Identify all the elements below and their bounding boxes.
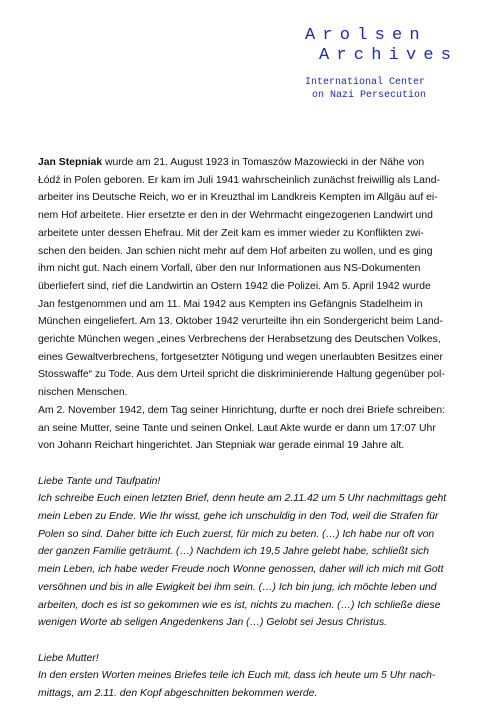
arolsen-archives-logo — [305, 26, 458, 102]
bio-line: arbeitete unter dessen Ehefrau. Mit der Zeit kam es immer wieder zu Konflikten zwi- — [38, 227, 424, 239]
letter-to-mother — [38, 650, 486, 703]
bio-line: eines Gewaltverbrechens, fortgesetzter Nötigung und wegen unerlaubten Besitzes einer — [38, 351, 443, 363]
biography-paragraph — [38, 154, 486, 455]
document-body — [38, 154, 486, 703]
letter-salutation: Liebe Tante und Taufpatin! — [38, 475, 161, 487]
logo-line-2: Archives — [319, 46, 459, 65]
bio-line: schen den beiden. Jan schien nicht mehr auf dem Hof arbeiten zu wollen, und es ging — [38, 245, 433, 257]
paragraph-gap — [38, 455, 486, 473]
bio-line: nischen Menschen. — [38, 387, 128, 399]
letter-line: wenigen Worte ab seligen Angedenkens Jan (…) Gelobt sei Jesus Christus. — [38, 617, 388, 629]
letter-line: mittags, am 2.11. den Kopf abgeschnitten bekommen werde. — [38, 688, 318, 700]
person-name: Jan Stepniak — [38, 157, 103, 168]
bio-line: gerichte München wegen „eines Verbrechens der Herabsetzung des Deutschen Volkes, — [38, 334, 441, 346]
letter-line: der ganzen Familie geträumt. (…) Nachdem ich 19,5 Jahre gelebt habe, schließt sich — [38, 546, 429, 558]
bio-line: München eingeliefert. Am 13. Oktober 1942 verurteilte ihn ein Sondergericht beim Land- — [38, 316, 443, 328]
logo-subtitle-1: International Center — [305, 77, 426, 88]
bio-line: ihm nicht gut. Nach einem Vorfall, über den nur Informationen aus NS-Dokumenten — [38, 263, 421, 275]
bio-line: Łódź in Polen geboren. Er kam im Juli 1941 wahrscheinlich zunächst freiwillig als Land- — [38, 174, 440, 186]
bio-line: überliefert sind, rief die Landwirtin an Ostern 1942 die Polizei. Am 5. April 1942 wurde — [38, 280, 431, 292]
bio-line: Stosswaffe“ zu Tode. Aus dem Urteil spricht die diskriminierende Haltung gegenüber pol- — [38, 369, 445, 381]
bio-line: von Johann Reichart hingerichtet. Jan Stepniak war gerade einmal 19 Jahre alt. — [38, 440, 405, 452]
logo-line-1: Arolsen — [305, 26, 427, 45]
bio-line: nem Hof arbeitete. Hier ersetzte er den in der Wehrmacht eingezogenen Landwirt und — [38, 210, 433, 222]
letter-line: arbeiten, doch es ist so gekommen wie es ist, nichts zu machen. (…) Ich schließe diese — [38, 599, 441, 611]
bio-line-text: wurde am 21. August 1923 in Tomaszów Mazowiecki in der Nähe von — [102, 157, 425, 168]
paragraph-gap — [38, 632, 486, 650]
bio-line: Am 2. November 1942, dem Tag seiner Hinrichtung, durfte er noch drei Briefe schreiben: — [38, 404, 445, 416]
letter-line: Ich schreibe Euch einen letzten Brief, denn heute am 2.11.42 um 5 Uhr nachmittags geht — [38, 493, 447, 505]
bio-line: Jan festgenommen und am 11. Mai 1942 aus Kempten ins Gefängnis Stadelheim in — [38, 298, 423, 310]
letter-line: Polen so sind. Daher bitte ich Euch zuerst, für mich zu beten. (…) Ich habe nur oft von — [38, 528, 435, 540]
letter-line: versöhnen und bis in alle Ewigkeit bei ihm sein. (…) Ich bin jung, ich möchte leben und — [38, 581, 437, 593]
bio-line: arbeiter ins Deutsche Reich, wo er in Kreuzthal im Landkreis Kempten im Allgäu auf ei- — [38, 192, 438, 204]
letter-line: In den ersten Worten meines Briefes teile ich Euch mit, dass ich heute um 5 Uhr nach- — [38, 670, 436, 682]
letter-line: mein Leben zu Ende. Wie Ihr wisst, gehe ich unschuldig in den Tod, weil die Strafen für — [38, 511, 439, 523]
letter-salutation: Liebe Mutter! — [38, 652, 99, 664]
bio-line — [38, 154, 486, 172]
letter-line: mein Leben, ich habe weder Freude noch Wonne genossen, daher will ich mich mit Gott — [38, 564, 444, 576]
letter-to-aunt — [38, 473, 486, 632]
bio-line: an seine Mutter, seine Tante und seinen Onkel. Laut Akte wurde er dann um 17:07 Uhr — [38, 422, 436, 434]
logo-subtitle-2: on Nazi Persecution — [312, 90, 427, 101]
